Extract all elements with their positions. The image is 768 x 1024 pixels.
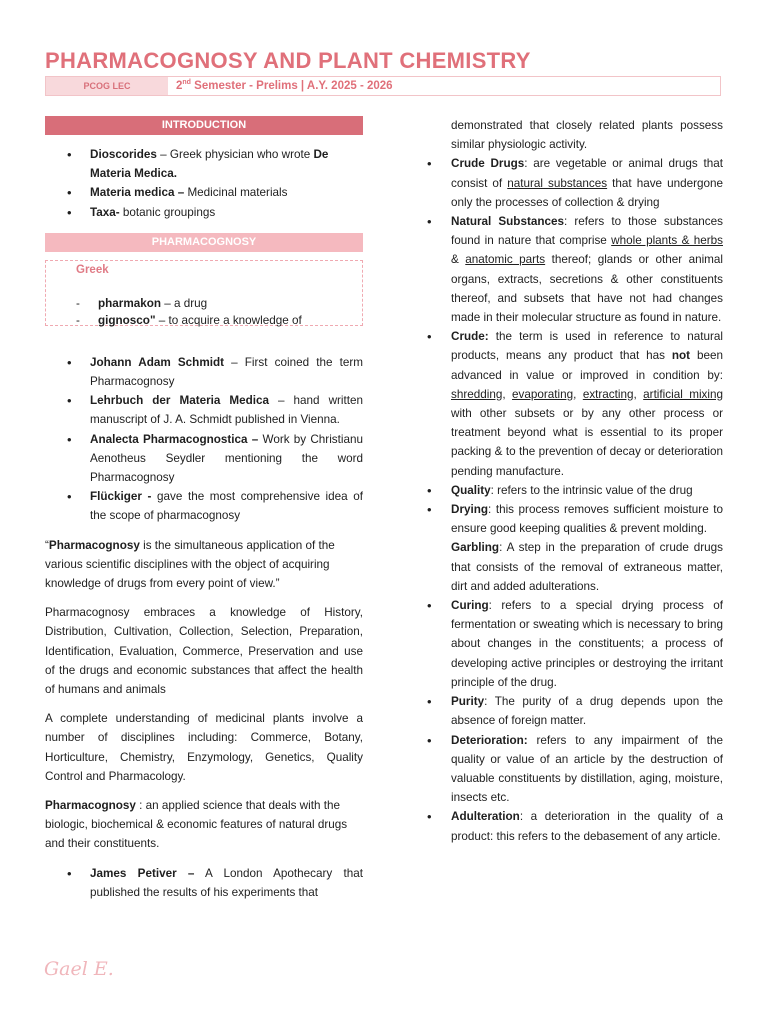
greek-etymology-box: Greek - pharmakon – a drug - gignosco" – to acquire a knowledge of (45, 260, 363, 326)
pharmacognosy-heading: PHARMACOGNOSY (45, 233, 363, 252)
definition: Pharmacognosy : an applied science that deals with the biologic, biochemical & economic features of natural drugs and their constituents. (45, 799, 348, 851)
list-item: • Deterioration: refers to any impairment of the quality or value of an article by the destruction of valuable constituents by distillation, aging, moisture, insects etc. (425, 731, 723, 808)
paragraph: Pharmacognosy embraces a knowledge of History, Distribution, Cultivation, Collection, Selection, Preparation, Identification, Evaluation, Commerce, Preservation and use of the drugs and economic substances that affect the health of humans and animals (45, 606, 363, 697)
list-item: • Natural Substances: refers to those substances found in nature that comprise whole plants & herbs & anatomic parts thereof; glands or other animal organs, extracts, secretions & other constituents thereof, and subsets that have not had changes made in their molecular structure as found in nature. (425, 212, 723, 327)
petiver-list (45, 864, 363, 902)
list-item: • Lehrbuch der Materia Medica – hand written manuscript of J. A. Schmidt published in Vienna. (45, 391, 363, 429)
list-item: • Quality: refers to the intrinsic value of the drug (425, 481, 723, 500)
semester-label: 2nd Semester - Prelims | A.Y. 2025 - 2026 (176, 79, 393, 92)
course-label: PCOG LEC (46, 77, 168, 95)
continued-text: demonstrated that closely related plants possess similar physiologic activity. (451, 119, 723, 152)
page-title: PHARMACOGNOSY AND PLANT CHEMISTRY (45, 48, 531, 73)
intro-heading: INTRODUCTION (45, 116, 363, 135)
paragraph: A complete understanding of medicinal plants involve a number of disciplines including: Commerce, Botany, Horticulture, Chemistry, Enzymology, Genetics, Quality Control and Pharmacology. (45, 712, 363, 783)
list-item: • Purity: The purity of a drug depends upon the absence of foreign matter. (425, 692, 723, 730)
left-column (45, 116, 363, 902)
list-item: • James Petiver – A London Apothecary that published the results of his experiments that (45, 864, 363, 902)
intro-list (45, 145, 363, 222)
list-item: • Dioscorides – Greek physician who wrote De Materia Medica. (45, 145, 363, 183)
list-item: • Taxa- botanic groupings (45, 203, 363, 222)
list-item: • Flückiger - gave the most comprehensive idea of the scope of pharmacognosy (45, 487, 363, 525)
list-item: • Crude Drugs: are vegetable or animal drugs that consist of natural substances that have undergone only the processes of collection & drying (425, 154, 723, 212)
terms-list (425, 154, 723, 845)
list-item: • Crude: the term is used in reference to natural products, means any product that has not been advanced in value or improved in condition by: shredding, evaporating, extracting, artificial mixing with other subsets or by any other process or treatment beyond what is essential to its proper packing & to the prevention of decay or deterioration pending manufacture. (425, 327, 723, 481)
list-item: • Materia medica – Medicinal materials (45, 183, 363, 202)
list-item: • Adulteration: a deterioration in the quality of a product: this refers to the debasement of any article. (425, 807, 723, 845)
list-item: • Curing: refers to a special drying process of fermentation or sweating which is necessary to bring about changes in the constituents; a process of developing active principles or destroying the irritant principle of the drug. (425, 596, 723, 692)
author-signature: Gael E. (44, 958, 114, 980)
list-item: • Drying: this process removes sufficient moisture to ensure good keeping qualities & prevent molding. Garbling: A step in the preparation of crude drugs that consists of the removal of extraneous matter, dirt and added adulterations. (425, 500, 723, 596)
pharmacognosy-quote: “Pharmacognosy is the simultaneous application of the various scientific disciplines with the object of acquiring knowledge of drugs from every point of view.” (45, 538, 335, 591)
subheader-bar (45, 76, 721, 96)
right-column (425, 116, 723, 846)
list-item: • Johann Adam Schmidt – First coined the term Pharmacognosy (45, 353, 363, 391)
people-list (45, 353, 363, 526)
greek-title: Greek (76, 263, 109, 276)
list-item: • Analecta Pharmacognostica – Work by Christianu Aenotheus Seydler mentioning the word Pharmacognosy (45, 430, 363, 488)
